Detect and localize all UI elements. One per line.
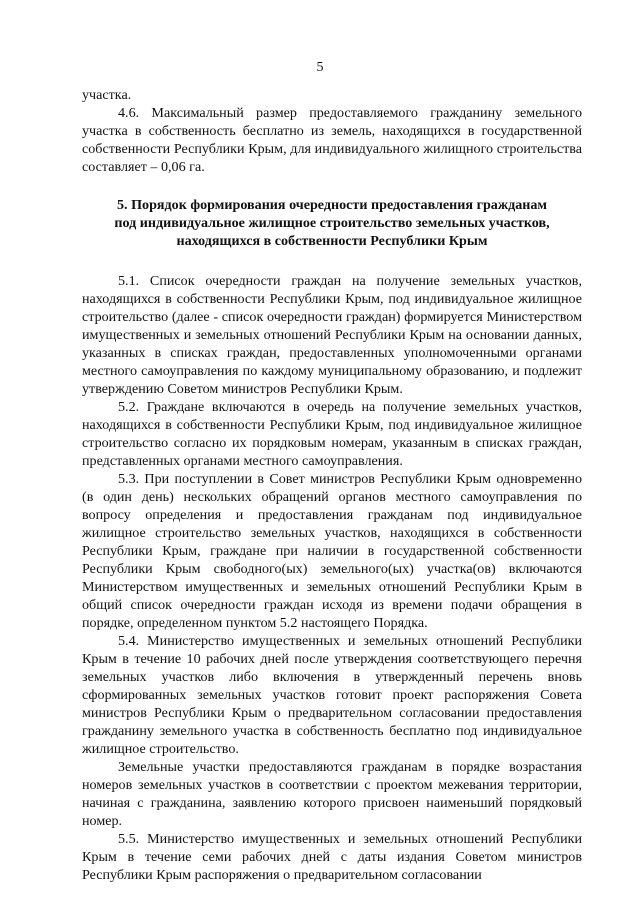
paragraph-5-3: 5.3. При поступлении в Совет министров Республики Крым одновременно (в один день) нескольких обращений органов местного самоуправления по вопросу определения и предоставления гражданам под индивидуальное жилищное строительство земельных участков, находящихся в собственности Республики Крым, граждане при наличии в государственной собственности Республики Крым свободного(ых) земельного(ых) участка(ов) включаются Министерством имущественных и земельных отношений Республики Крым в общий список очередности граждан исходя из времени подачи обращения в порядке, определенном пунктом 5.2 настоящего Порядка. — [82, 471, 582, 631]
paragraph-continuation: участка. — [82, 87, 132, 103]
section-heading-line-2: под индивидуальное жилищное строительство земельных участков, — [114, 215, 550, 231]
section-heading-line-3: находящихся в собственности Республики Крым — [176, 233, 488, 249]
section-heading — [82, 196, 582, 250]
paragraph-5-1: 5.1. Список очередности граждан на получение земельных участков, находящихся в собственности Республики Крым, под индивидуальное жилищное строительство (далее - список очередности граждан) формируется Министерством имущественных и земельных отношений Республики Крым на основании данных, указанных в списках граждан, предоставленных уполномоченными органами местного самоуправления по каждому муниципальному образованию, и подлежит утверждению Советом министров Республики Крым. — [82, 273, 582, 397]
paragraph-5-2: 5.2. Граждане включаются в очередь на получение земельных участков, находящихся в собственности Республики Крым, под индивидуальное жилищное строительство согласно их порядковым номерам, указанным в списках граждан, представленных органами местного самоуправления. — [82, 399, 582, 469]
paragraph-4-6: 4.6. Максимальный размер предоставляемого гражданину земельного участка в собственность бесплатно из земель, находящихся в государственной собственности Республики Крым, для индивидуального жилищного строительства составляет – 0,06 га. — [82, 105, 582, 175]
section-heading-line-1: 5. Порядок формирования очередности предоставления гражданам — [116, 197, 548, 213]
paragraph-5-4-cont: Земельные участки предоставляются гражданам в порядке возрастания номеров земельных участков в соответствии с проектом межевания территории, начиная с гражданина, заявлению которого присвоен наименьший порядковый номер. — [82, 759, 582, 829]
document-body — [82, 86, 582, 884]
paragraph-5-5: 5.5. Министерство имущественных и земельных отношений Республики Крым в течение семи рабочих дней с даты издания Советом министров Республики Крым распоряжения о предварительном согласовании — [82, 831, 582, 883]
paragraph-5-4: 5.4. Министерство имущественных и земельных отношений Республики Крым в течение 10 рабочих дней после утверждения соответствующего перечня земельных участков либо включения в утвержденный перечень вновь сформированных земельных участков готовит проект распоряжения Совета министров Республики Крым о предварительном согласовании предоставления гражданину земельного участка в собственность бесплатно под индивидуальное жилищное строительство. — [82, 633, 582, 757]
page-number: 5 — [316, 60, 324, 75]
